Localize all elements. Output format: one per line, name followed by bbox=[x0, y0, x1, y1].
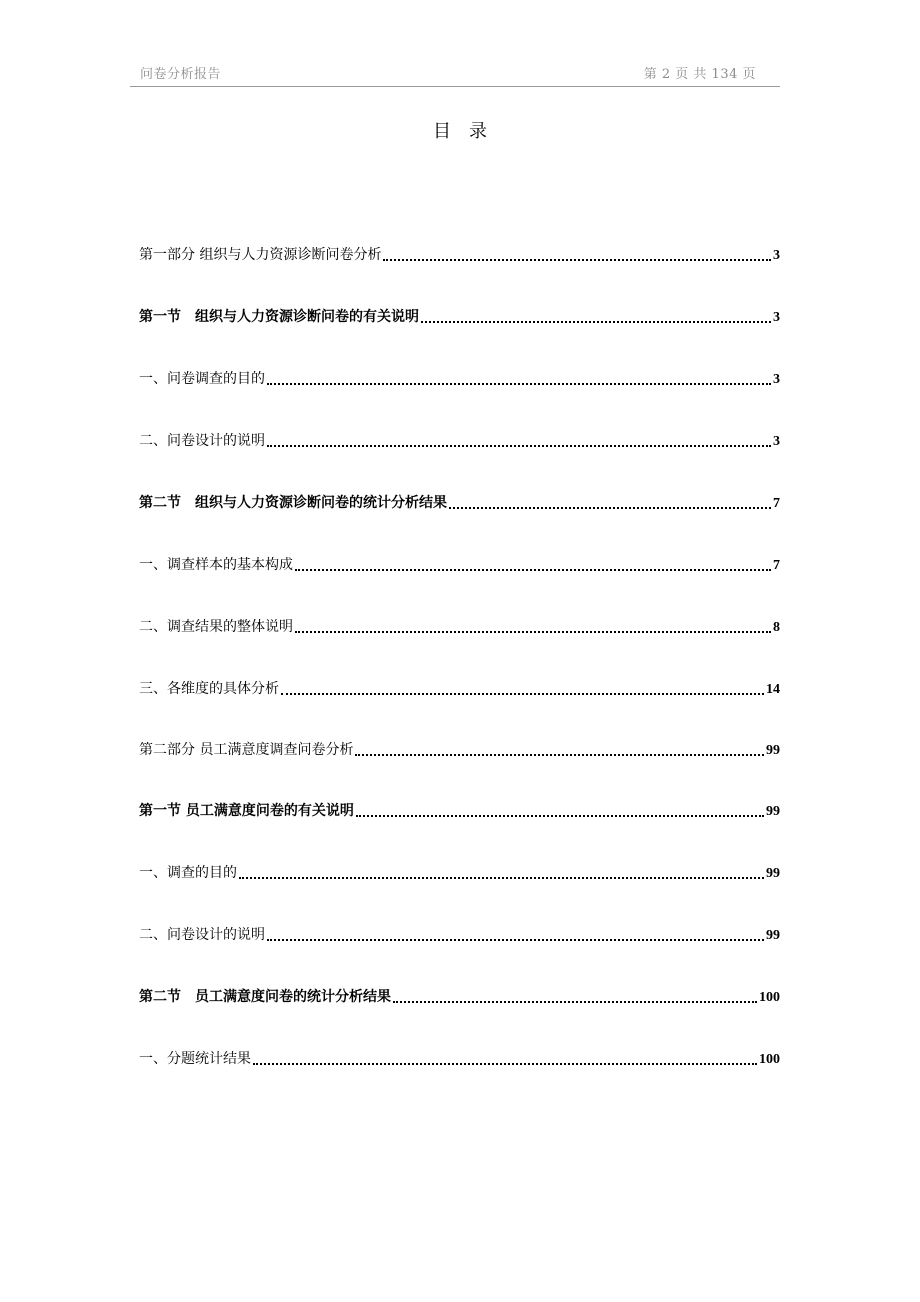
toc-entry-label: 第二节 员工满意度问卷的统计分析结果 bbox=[139, 989, 391, 1005]
toc-entry-label: 一、调查的目的 bbox=[139, 865, 237, 881]
toc-entry-page: 99 bbox=[766, 804, 780, 819]
toc-entry-page: 100 bbox=[759, 990, 780, 1005]
toc-entry-page: 99 bbox=[766, 743, 780, 758]
toc-entry-page: 3 bbox=[773, 434, 780, 449]
toc-leader-dots bbox=[253, 1063, 757, 1065]
toc-entry-page: 7 bbox=[773, 496, 780, 511]
toc-entry-label: 一、问卷调查的目的 bbox=[139, 371, 265, 387]
toc-leader-dots bbox=[449, 507, 771, 509]
toc-entry-label: 第一节 员工满意度问卷的有关说明 bbox=[139, 803, 354, 819]
toc-entry[interactable] bbox=[139, 1048, 780, 1070]
toc-entry[interactable] bbox=[139, 430, 780, 452]
toc-entry[interactable] bbox=[139, 616, 780, 638]
toc-entry[interactable] bbox=[139, 800, 780, 822]
toc-entry[interactable] bbox=[139, 306, 780, 328]
toc-leader-dots bbox=[295, 569, 771, 571]
table-of-contents bbox=[139, 0, 780, 1302]
toc-entry-page: 3 bbox=[773, 310, 780, 325]
toc-leader-dots bbox=[393, 1001, 757, 1003]
toc-leader-dots bbox=[355, 754, 764, 756]
toc-entry-label: 第二节 组织与人力资源诊断问卷的统计分析结果 bbox=[139, 495, 447, 511]
toc-entry-page: 3 bbox=[773, 372, 780, 387]
toc-entry-label: 一、分题统计结果 bbox=[139, 1051, 251, 1067]
toc-entry-page: 3 bbox=[773, 248, 780, 263]
toc-entry[interactable] bbox=[139, 986, 780, 1008]
toc-entry-page: 99 bbox=[766, 866, 780, 881]
toc-leader-dots bbox=[421, 321, 771, 323]
toc-entry[interactable] bbox=[139, 862, 780, 884]
toc-entry-label: 二、问卷设计的说明 bbox=[139, 433, 265, 449]
toc-entry[interactable] bbox=[139, 368, 780, 390]
toc-entry-label: 第一节 组织与人力资源诊断问卷的有关说明 bbox=[139, 309, 419, 325]
header-document-name: 问卷分析报告 bbox=[140, 67, 222, 82]
toc-entry-page: 14 bbox=[766, 682, 780, 697]
toc-leader-dots bbox=[267, 383, 771, 385]
toc-entry[interactable] bbox=[139, 678, 780, 700]
toc-leader-dots bbox=[267, 939, 764, 941]
header-page-number: 第 2 页 共 134 页 bbox=[643, 67, 756, 82]
toc-entry-label: 三、各维度的具体分析 bbox=[139, 681, 279, 697]
toc-leader-dots bbox=[383, 259, 771, 261]
toc-entry-page: 7 bbox=[773, 558, 780, 573]
toc-entry-label: 二、问卷设计的说明 bbox=[139, 927, 265, 943]
toc-entry-label: 第二部分 员工满意度调查问卷分析 bbox=[139, 742, 354, 758]
page-title: 目录 bbox=[433, 121, 505, 142]
toc-entry[interactable] bbox=[139, 739, 780, 761]
toc-entry[interactable] bbox=[139, 492, 780, 514]
toc-leader-dots bbox=[356, 815, 764, 817]
toc-leader-dots bbox=[295, 631, 771, 633]
toc-entry[interactable] bbox=[139, 924, 780, 946]
toc-entry-label: 一、调查样本的基本构成 bbox=[139, 557, 293, 573]
toc-entry[interactable] bbox=[139, 244, 780, 266]
toc-leader-dots bbox=[239, 877, 764, 879]
toc-entry-page: 99 bbox=[766, 928, 780, 943]
toc-entry-label: 二、调查结果的整体说明 bbox=[139, 619, 293, 635]
toc-entry-page: 100 bbox=[759, 1052, 780, 1067]
toc-leader-dots bbox=[267, 445, 771, 447]
toc-leader-dots bbox=[281, 693, 764, 695]
toc-entry-page: 8 bbox=[773, 620, 780, 635]
toc-entry[interactable] bbox=[139, 554, 780, 576]
toc-entry-label: 第一部分 组织与人力资源诊断问卷分析 bbox=[139, 247, 382, 263]
